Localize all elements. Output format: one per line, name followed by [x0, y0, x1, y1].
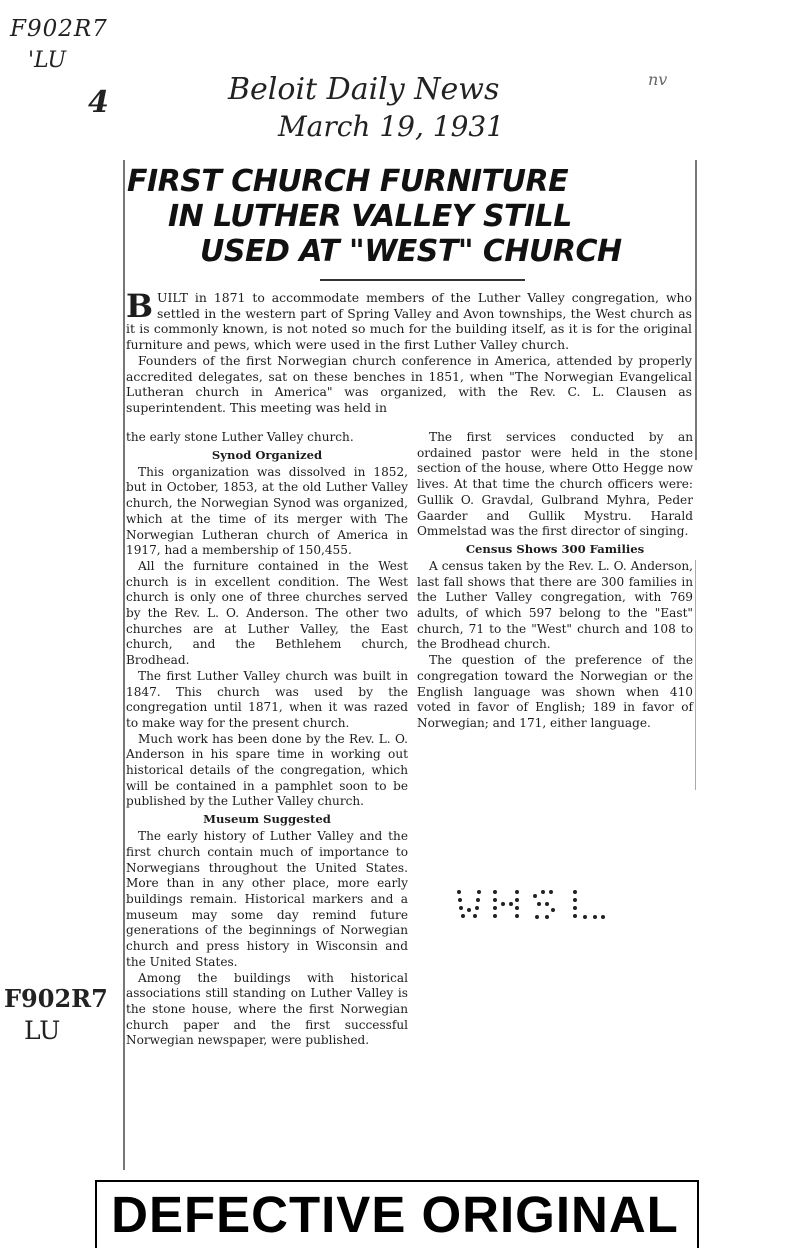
file-code-top-suffix: 'LU: [28, 48, 66, 73]
paragraph-synod: This organization was dissolved in 1852, but in October, 1853, at the old Luther Valley church, the Norwegian Synod was organized, which at the time of its merger with The Norwegian Lutheran church of America in 1917, had a membership of 150,455.: [126, 464, 408, 558]
article-column-left: [126, 430, 408, 1049]
paragraph-language: The question of the preference of the congregation toward the Norwegian or the English language was shown when 410 voted in favor of English; 189 in favor of Norwegian; and 171, either language.: [417, 653, 693, 730]
paragraph-continuation: the early stone Luther Valley church.: [126, 430, 354, 444]
intro-paragraph-2: Founders of the first Norwegian church conference in America, attended by properly accredited delegates, sat on these benches in 1851, when "The Norwegian Evangelical Lutheran church in America" was organized, with the Rev. C. L. Clausen as superintendent. This meeting was held in: [126, 352, 692, 415]
intro-paragraph-1-text: UILT in 1871 to accommodate members of the Luther Valley congregation, who settled in the western part of Spring Valley and Avon townships, the West church as it is commonly known, is not noted so much for the building itself, as it is for the original furniture and pews, which were used in the first Luther Valley church.: [126, 290, 692, 353]
file-code-side-suffix: LU: [24, 1016, 61, 1045]
headline-rule: [320, 279, 525, 281]
paragraph-first-services: The first services conducted by an ordained pastor were held in the stone section of the house, where Otto Hegge now lives. At that time the church officers were: Gullik O. Gravdal, Gulbrand Myhra, Peder Gaarder and Gullik Mystru. Harald Ommelstad was the first director of singing.: [417, 430, 693, 539]
publication-date: March 19, 1931: [278, 110, 505, 143]
clipping-edge-right: [695, 160, 697, 460]
article-column-right: [417, 430, 693, 732]
clipping-edge-right-lower: [695, 560, 696, 790]
newspaper-masthead: Beloit Daily News: [228, 72, 500, 107]
paragraph-census: A census taken by the Rev. L. O. Anderson, last fall shows that there are 300 families in the Luther Valley congregation, with 769 adults, of which 597 belong to the "East" church, 71 to the "West" church and 108 to the Brodhead church.: [417, 558, 693, 652]
file-code-top: F902R7: [10, 16, 108, 42]
paragraph-historical-work: Much work has been done by the Rev. L. O. Anderson in his spare time in working out historical details of the congregation, which will be contained in a pamphlet soon to be published by the Luther Valley church.: [126, 731, 408, 809]
headline-line-2: IN LUTHER VALLEY STILL: [168, 199, 572, 234]
defective-original-banner: DEFECTIVE ORIGINAL: [111, 1186, 679, 1243]
clipping-edge-left: [123, 160, 125, 1170]
paragraph-furniture: All the furniture contained in the West church is in excellent condition. The West church is only one of three churches served by the Rev. L. O. Anderson. The other two churches are at Luther Valley, the East church, and the Bethlehem church, Brodhead.: [126, 558, 408, 668]
subhead-census: Census Shows 300 Families: [465, 541, 645, 556]
paragraph-early-history: The early history of Luther Valley and the first church contain much of importance to Norwegians throughout the United States. More than in any other place, more early buildings remain. Historical markers and a museum may some day remind future generations of the beginnings of Norwegian church and press history in Wisconsin and the United States.: [126, 829, 408, 969]
drop-cap: B: [126, 287, 154, 325]
paragraph-first-church: The first Luther Valley church was built in 1847. This church was used by the congregation until 1871, when it was razed to make way for the present church.: [126, 668, 408, 730]
file-code-side: F902R7: [4, 984, 108, 1013]
intro-paragraph-1: [126, 287, 692, 353]
handwritten-initials: nv: [648, 70, 668, 89]
perforation-stamp: [455, 886, 607, 926]
subhead-synod: Synod Organized: [211, 447, 323, 462]
handwritten-mark: 4: [88, 85, 109, 120]
subhead-museum: Museum Suggested: [203, 812, 331, 827]
headline-line-3: USED AT "WEST" CHURCH: [200, 234, 622, 269]
headline-line-1: FIRST CHURCH FURNITURE: [127, 164, 569, 199]
article-intro: [126, 287, 692, 416]
paragraph-buildings: Among the buildings with historical associations still standing on Luther Valley is the stone house, where the first Norwegian church paper and the first successful Norwegian newspaper, were published.: [126, 970, 408, 1048]
